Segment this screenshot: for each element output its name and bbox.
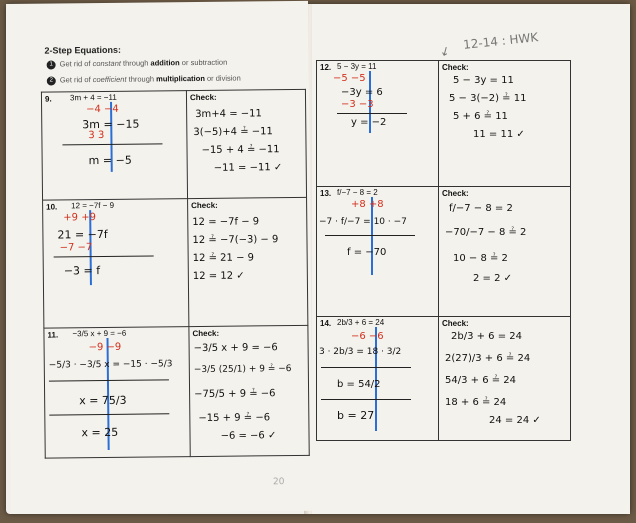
right-problem-grid <box>316 60 571 441</box>
left-problem-grid <box>41 89 310 459</box>
check-step: −15 + 9 ≟ −6 <box>198 412 271 425</box>
check-step: −11 = −11 ✓ <box>213 162 283 174</box>
problem-14-check <box>439 317 571 441</box>
check-label: Check: <box>442 63 469 72</box>
rule-1-pre: Get rid of <box>59 59 93 69</box>
rule-number-1: 1 <box>47 60 56 69</box>
work-step: −3 −3 <box>341 99 374 110</box>
work-rule <box>321 367 411 368</box>
check-step: 3m+4 = −11 <box>195 108 262 121</box>
rule-2-italic: coefficient <box>92 74 127 85</box>
work-step: +9 +9 <box>63 212 96 224</box>
rule-2 <box>47 74 241 86</box>
work-step: −3y = 6 <box>341 87 383 98</box>
problem-number: 10. <box>46 202 58 212</box>
check-step: 5 − 3(−2) ≟ 11 <box>449 93 527 104</box>
rule-1 <box>47 58 228 69</box>
check-label: Check: <box>191 200 218 211</box>
page-title: 2-Step Equations: <box>44 44 122 56</box>
problem-number: 14. <box>320 319 332 328</box>
problem-11-work <box>44 327 190 459</box>
check-step: 12 = −7f − 9 <box>192 216 260 229</box>
check-step: −70/−7 − 8 ≟ 2 <box>445 227 527 238</box>
problem-12-check <box>439 61 571 187</box>
check-step: 3(−5)+4 ≟ −11 <box>193 126 273 139</box>
rule-number-2: 2 <box>47 76 56 85</box>
left-page <box>6 1 313 514</box>
work-step: −7 · f/−7 = 10 · −7 <box>319 217 407 227</box>
work-step: +8 +8 <box>351 199 384 210</box>
rule-1-italic: constant <box>92 58 121 69</box>
notebook <box>6 4 630 514</box>
problem-13-check <box>439 187 571 317</box>
check-step: 12 = 12 ✓ <box>192 270 245 283</box>
check-step: 5 − 3y = 11 <box>453 75 514 86</box>
work-step: −7 −7 <box>59 242 93 254</box>
check-label: Check: <box>192 328 220 339</box>
check-label: Check: <box>189 92 217 103</box>
check-step: 24 = 24 ✓ <box>489 415 541 426</box>
problem-14-work <box>317 317 439 441</box>
check-step: 11 = 11 ✓ <box>473 129 525 140</box>
problem-equation: 5 − 3y = 11 <box>337 62 377 71</box>
problem-equation: f/−7 − 8 = 2 <box>337 188 378 197</box>
work-step: b = 54/2 <box>337 379 381 390</box>
problem-10-check <box>188 197 308 326</box>
problem-equation: 12 = −7f − 9 <box>71 200 115 211</box>
check-step: −15 + 4 ≟ −11 <box>201 144 280 156</box>
check-step: 18 + 6 ≟ 24 <box>445 397 507 408</box>
problem-number: 13. <box>320 189 332 198</box>
work-step: x = 75/3 <box>79 393 127 408</box>
arrow-icon: ↙ <box>437 42 453 60</box>
work-result: f = −70 <box>347 247 387 258</box>
page-number: 20 <box>272 477 285 488</box>
rule-2-mid: through <box>126 74 157 84</box>
problem-11-check <box>189 325 309 456</box>
problem-equation: 2b/3 + 6 = 24 <box>337 318 385 327</box>
check-step: 5 + 6 ≟ 11 <box>453 111 508 122</box>
check-step: −3/5 x + 9 = −6 <box>193 342 278 355</box>
work-step: 3 3 <box>88 129 105 142</box>
check-step: 12 ≟ −7(−3) − 9 <box>192 234 279 247</box>
work-result: m = −5 <box>88 153 132 168</box>
work-step: −9 −9 <box>88 341 122 354</box>
problem-number: 12. <box>320 63 332 72</box>
problem-9-work <box>41 91 187 201</box>
check-step: 2 = 2 ✓ <box>473 273 513 284</box>
work-rule <box>54 255 154 257</box>
work-rule <box>325 235 415 236</box>
rule-1-mid: through <box>120 58 151 68</box>
right-page <box>312 4 630 514</box>
problem-number: 9. <box>44 94 52 104</box>
rule-2-bold: multiplication <box>156 73 205 84</box>
work-result: x = 25 <box>81 425 119 440</box>
work-step: 3 · 2b/3 = 18 · 3/2 <box>319 347 402 357</box>
problem-number: 11. <box>47 330 59 340</box>
problem-9-check <box>186 89 306 198</box>
check-step: 54/3 + 6 ≟ 24 <box>445 375 517 386</box>
work-step: −5/3 · −3/5 x = −15 · −5/3 <box>48 359 173 371</box>
work-result: y = −2 <box>351 117 387 128</box>
check-step: f/−7 − 8 = 2 <box>449 203 513 214</box>
work-step: −6 −6 <box>351 331 384 342</box>
work-result: b = 27 <box>337 409 375 422</box>
check-step: 2b/3 + 6 = 24 <box>451 331 523 342</box>
problem-12-work <box>317 61 439 187</box>
check-step: 10 − 8 ≟ 2 <box>453 253 508 264</box>
check-step: 12 ≟ 21 − 9 <box>192 252 255 265</box>
problem-10-work <box>43 199 189 329</box>
problem-13-work <box>317 187 439 317</box>
problem-equation: −3/5 x + 9 = −6 <box>72 328 127 339</box>
rule-2-pre: Get rid of <box>59 75 93 85</box>
work-step: −5 −5 <box>333 73 366 84</box>
work-step: −4 −4 <box>86 103 119 116</box>
check-step: −75/5 + 9 ≟ −6 <box>194 388 276 401</box>
problem-equation: 3m + 4 = −11 <box>69 92 117 103</box>
check-step: −6 = −6 ✓ <box>220 430 277 442</box>
check-label: Check: <box>442 189 469 198</box>
check-label: Check: <box>442 319 469 328</box>
work-result: −3 = f <box>63 264 101 278</box>
check-step: 2(27)/3 + 6 ≟ 24 <box>445 353 531 364</box>
work-step: 21 = −7f <box>57 227 108 242</box>
homework-note: 12-14 : HWK <box>462 30 539 52</box>
work-rule <box>337 113 407 114</box>
rule-1-post: or subtraction <box>179 57 228 68</box>
rule-1-bold: addition <box>150 58 180 68</box>
check-step: −3/5 (25/1) + 9 ≟ −6 <box>193 364 292 376</box>
work-rule <box>321 399 411 400</box>
work-step: 3m = −15 <box>82 117 140 132</box>
rule-2-post: or division <box>204 73 241 83</box>
